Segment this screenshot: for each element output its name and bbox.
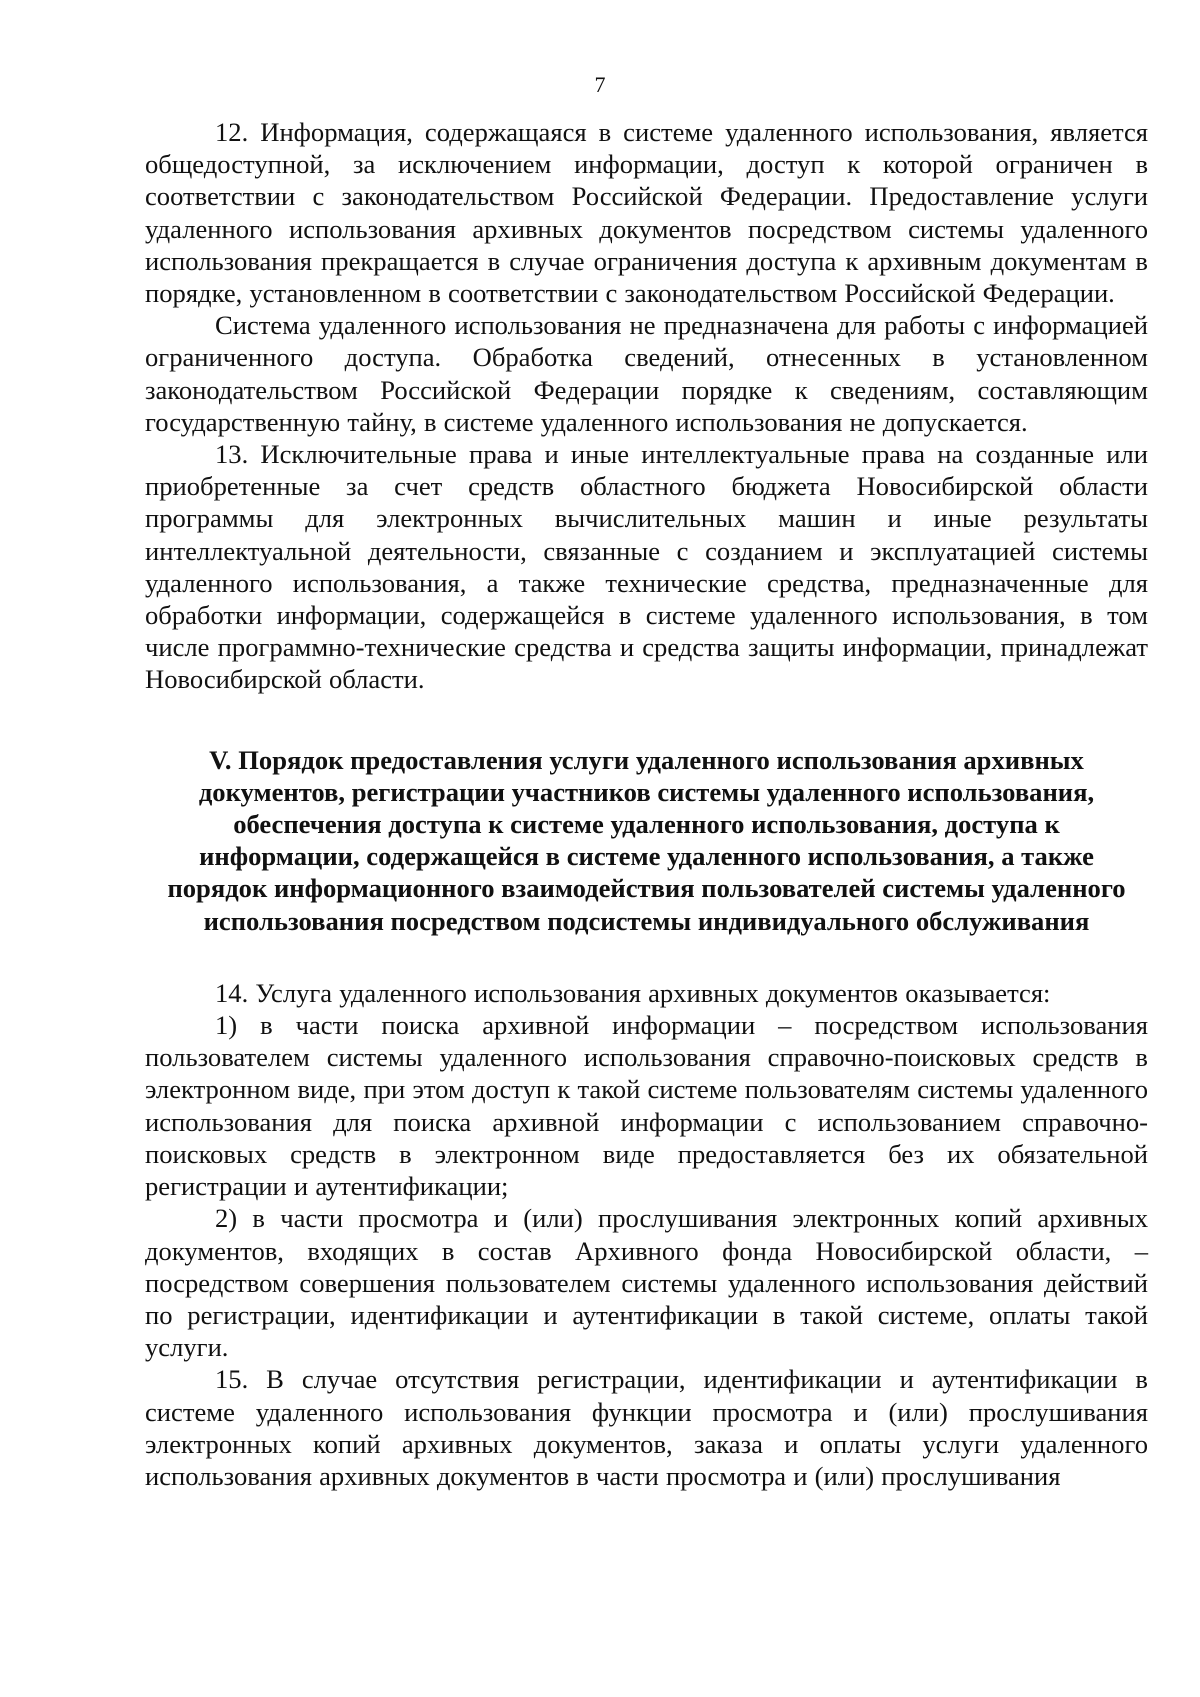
paragraph-14: 14. Услуга удаленного использования архивных документов оказывается: — [215, 977, 1051, 1008]
paragraph-12-continuation: Система удаленного использования не предназначена для работы с информацией ограниченного доступа. Обработка сведений, отнесенных в установленном законодательством Российской Федерации порядке к сведениям, составляющим государственную тайну, в системе удаленного использования не допускается. — [145, 310, 1148, 437]
paragraph-14-item-1: 1) в части поиска архивной информации – посредством использования пользователем системы удаленного использования справочно-поисковых средств в электронном виде, при этом доступ к такой системе пользователям системы удаленного использования для поиска архивной информации с использованием справочно-поисковых средств в электронном виде предоставляется без их обязательной регистрации и аутентификации; — [145, 1010, 1148, 1202]
paragraph-15: 15. В случае отсутствия регистрации, идентификации и аутентификации в системе удаленного использования функции просмотра и (или) прослушивания электронных копий архивных документов, заказа и оплаты услуги удаленного использования архивных документов в части просмотра и (или) прослушивания — [145, 1364, 1148, 1491]
section-heading: V. Порядок предоставления услуги удаленного использования архивных документов, регистрации участников системы удаленного использования, обеспечения доступа к системе удаленного использования, доступа к информации, содержащейся в системе удаленного использования, а также порядок информационного взаимодействия пользователей системы удаленного использования посредством подсистемы индивидуального обслуживания — [167, 744, 1126, 936]
page-number: 7 — [594, 72, 606, 97]
paragraph-12: 12. Информация, содержащаяся в системе удаленного использования, является общедоступной, за исключением информации, доступ к которой ограничен в соответствии с законодательством Российской Федерации. Предоставление услуги удаленного использования архивных документов посредством системы удаленного использования прекращается в случае ограничения доступа к архивным документам в порядке, установленном в соответствии с законодательством Российской Федерации. — [145, 117, 1148, 309]
document-body — [145, 116, 1148, 1492]
paragraph-14-item-2: 2) в части просмотра и (или) прослушивания электронных копий архивных документов, входящих в состав Архивного фонда Новосибирской области, – посредством совершения пользователем системы удаленного использования действий по регистрации, идентификации и аутентификации в такой системе, оплаты такой услуги. — [145, 1203, 1148, 1363]
paragraph-13: 13. Исключительные права и иные интеллектуальные права на созданные или приобретенные за счет средств областного бюджета Новосибирской области программы для электронных вычислительных машин и иные результаты интеллектуальной деятельности, связанные с созданием и эксплуатацией системы удаленного использования, а также технические средства, предназначенные для обработки информации, содержащейся в системе удаленного использования, в том числе программно-технические средства и средства защиты информации, принадлежат Новосибирской области. — [145, 439, 1148, 695]
